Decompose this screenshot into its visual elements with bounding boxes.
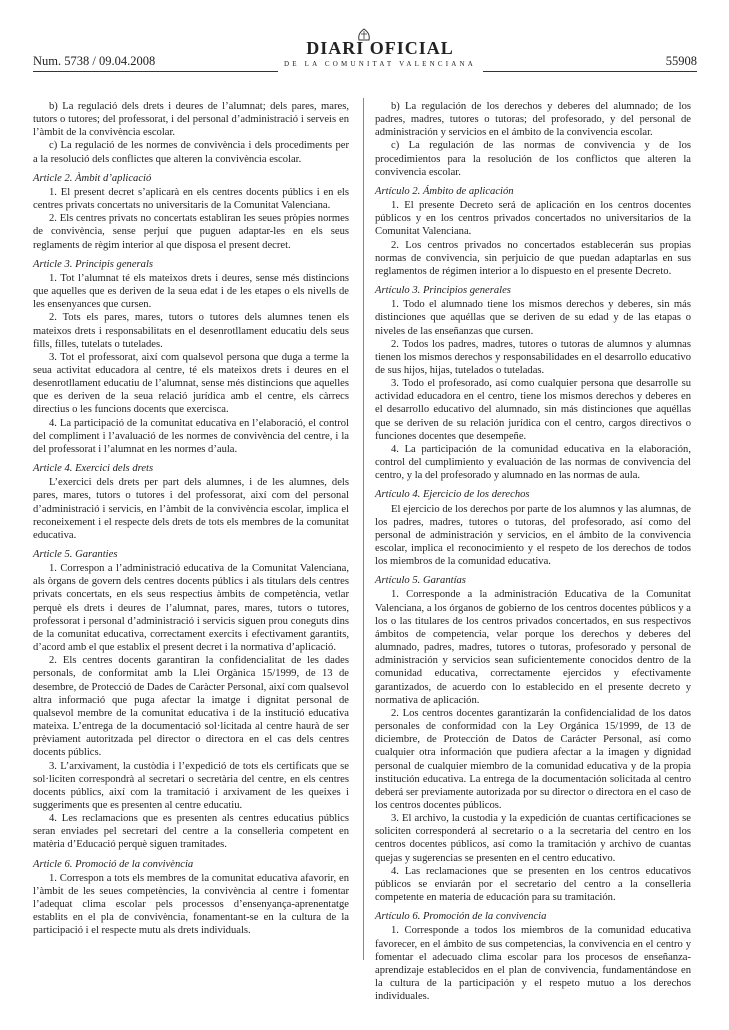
paragraph: El ejercicio de los derechos por parte de los alumnos y las alumnas, de los padres, madres, tutores o tutoras, del profesorado, así como del personal de administración y servicios, en el ámbito de la convivencia escolar, implica el reconocimiento y el respeto de los derechos de todos los miembros de la comunidad educativa. <box>375 503 691 568</box>
diari-oficial-logo <box>280 28 480 74</box>
page-header <box>33 28 697 76</box>
paragraph: 1. Correspon a l’administració educativa de la Comunitat Valenciana, als òrgans de govern dels centres docents públics i als titulars dels centres privats concertats, en els seus respectius àmbits de competència, vetlar perquè els drets i deures de l’alumnat, pares, mares, tutors o tutores, professorat i personal d’administració i servicis siguen prou coneguts dins de la comunitat educativa, correctament exercits i efectivament garantits, d’acord amb el que establix el present decret i la normativa d’aplicació. <box>33 563 349 654</box>
article-heading: Article 4. Exercici dels drets <box>33 463 154 475</box>
article-heading: Artículo 4. Ejercicio de los derechos <box>375 489 530 501</box>
paragraph: 4. Las reclamaciones que se presenten en los centros educativos públicos se enviarán por el secretario del centro a la conselleria competente en materia de educación para su tramitación. <box>375 865 691 904</box>
paragraph: 4. La participació de la comunitat educativa en l’elaboració, el control del compliment i l’avaluació de les normes de convivència del centre, i la del professorat i l’alumnat en les normes d’aula. <box>33 417 349 455</box>
paragraph: 1. Corresponde a todos los miembros de la comunidad educativa favorecer, en el ámbito de sus competencias, la convivencia en el centro y fomentar el adecuado clima escolar para los procesos de enseñanza-aprendizaje establecidos en el plan de convivencia, fundamentándose en la cultura de la participación y el respeto mutuo a los derechos individuales. <box>375 925 691 1003</box>
issue-number: Num. 5738 / 09.04.2008 <box>33 54 156 68</box>
valencian-column <box>33 100 349 938</box>
paragraph: 1. Correspon a tots els membres de la comunitat educativa afavorir, en l’àmbit de les seues competències, la convivència al centre i fomentar l’adequat clima escolar pels processos d’ensenyança-aprenentatge establits en el pla de convivència, fonamentant-se en la cultura de la participació i el respecte mutu als drets individuals. <box>33 872 349 937</box>
paragraph: 1. El presente Decreto será de aplicación en los centros docentes públicos y en los centros privados concertados no universitarios de la Comunitat Valenciana. <box>375 200 691 238</box>
paragraph: 4. Les reclamacions que es presenten als centres educatius públics seran enviades pel secretari del centre a la conselleria competent en matèria d’Educació perquè siguen tramitades. <box>33 813 349 851</box>
paragraph: 2. Los centros privados no concertados establecerán sus propias normas de convivencia, sin perjuicio de que puedan adaptarlas en sus reglamentos de régimen interior a lo dispuesto en el presente Decreto. <box>375 239 691 277</box>
paragraph: 3. L’arxivament, la custòdia i l’expedició de tots els certificats que se sol·liciten correspondrà al secretari o secretària del centre, en els centres docents públics, així com la tramitació i arxivament de les queixes i suggeriments que es presenten al centre educatiu. <box>33 760 349 811</box>
paragraph: c) La regulación de las normas de convivencia y de los procedimientos para la resolución de los conflictos que alteren la convivencia escolar. <box>375 140 691 178</box>
paragraph: 3. El archivo, la custodia y la expedición de cuantas certificaciones se soliciten corresponderá al secretario o a la secretaria del centro en los centros docentes públicos, así como la tramitación y archivo de cuantas quejas y sugerencias se presenten en el centro educativo. <box>375 813 691 864</box>
article-heading: Article 6. Promoció de la convivència <box>33 858 194 870</box>
paragraph: c) La regulació de les normes de convivència i dels procediments per a la resolució dels conflictes que alteren la convivència escolar. <box>33 140 349 165</box>
article-heading: Artículo 3. Principios generales <box>375 285 511 297</box>
paragraph: 1. Todo el alumnado tiene los mismos derechos y deberes, sin más distinciones que aquéllas que se deriven de su edad y de las etapas o niveles de las enseñanzas que cursen. <box>375 299 691 337</box>
paragraph: b) La regulación de los derechos y deberes del alumnado; de los padres, madres, tutores o tutoras; del profesorado, y del personal de administración y servicios en el ámbito de la convivencia escolar. <box>375 101 691 139</box>
article-heading: Article 5. Garanties <box>33 549 118 560</box>
paragraph: 2. Todos los padres, madres, tutores o tutoras de alumnos y alumnas tienen los mismos derechos y responsabilidades en el desarrollo educativo de sus hijos, hijas, tutelados o tuteladas. <box>375 338 691 376</box>
paragraph: 2. Tots els pares, mares, tutors o tutores dels alumnes tenen els mateixos drets i responsabilitats en el desenrotllament educatiu dels seus fills, filles, tutelats o tutelades. <box>33 312 349 350</box>
paragraph: L’exercici dels drets per part dels alumnes, i de les alumnes, dels pares, mares, tutors o tutores i del professorat, així com del personal d’administració i servicis, en l’àmbit de la convivència escolar, implica el reconeixement i el respecte dels drets de tots els membres de la comunitat educativa. <box>33 477 349 541</box>
paragraph: 2. Els centres privats no concertats establiran les seues pròpies normes de convivència, sense perjuí que puguen adaptar-les en els seus reglaments de règim interior al que disposa el present decret. <box>33 213 349 251</box>
header-rule-right <box>483 71 697 72</box>
spanish-column <box>375 100 691 1003</box>
article-heading: Artículo 5. Garantías <box>375 575 466 587</box>
article-heading: Article 3. Principis generals <box>33 258 154 270</box>
paragraph: 1. Corresponde a la administración Educativa de la Comunitat Valenciana, a los órganos de gobierno de los centros docentes públicos y a los o las titulares de los centros privados concertados, en sus respectivos ámbitos de competencia, velar porque los derechos y deberes del alumnado, padres, madres, tutores o tutoras, profesorado y personal de administración y servicios sean suficientemente conocidos dentro de la comunidad educativa, correctamente ejercidos y efectivamente garantizados, de acuerdo con lo establecido en el presente decreto y normativa de aplicación. <box>375 589 691 706</box>
paragraph: 2. Els centres docents garantiran la confidencialitat de les dades personals, de conformitat amb la Llei Orgànica 15/1999, de 13 de desembre, de Protecció de Dades de Caràcter Personal, així com qualsevol altra informació que puga afectar la imatge i dignitat personal de qualsevol membre de la comunitat educativa i de la institució educativa mateixa. L’entrega de la documentació sol·licitada al centre haurà de ser prèviament autoritzada pel director o directora en el cas dels centres docents públics. <box>33 655 349 759</box>
article-heading: Artículo 6. Promoción de la convivencia <box>375 911 547 923</box>
page-number: 55908 <box>665 54 697 68</box>
paragraph: 2. Los centros docentes garantizarán la confidencialidad de los datos personales de conformidad con la Ley Orgánica 15/1999, de 13 de diciembre, de Protección de Datos de Carácter Personal, así como cualquier otra información que pudiera afectar a la imagen y dignidad personal de cualquier miembro de la comunidad educativa y de la propia institución educativa. La entrega de la documentación solicitada al centro deberá ser previamente autorizada por su director o directora en el caso de los centros docentes públicos. <box>375 707 691 811</box>
paragraph: 1. El present decret s’aplicarà en els centres docents públics i en els centres privats concertats no universitaris de la Comunitat Valenciana. <box>33 186 349 212</box>
paragraph: 4. La participación de la comunidad educativa en la elaboración, control del cumplimiento y evaluación de las normas de convivencia del centro, y la del profesorado y alumnado en las normas de aula. <box>375 443 691 482</box>
logo-title: DIARI OFICIAL <box>306 38 454 58</box>
paragraph: 1. Tot l’alumnat té els mateixos drets i deures, sense més distincions que aquelles que es deriven de la seua edat i de les etapes o els nivells de les ensenyances que cursen. <box>33 272 349 311</box>
paragraph: 3. Todo el profesorado, así como cualquier persona que desarrolle su actividad educadora en el centro, tiene los mismos derechos y deberes en el desarrollo educativo del alumnado, sin más distinciones que aquéllas que se deriven de su relación jurídica con el centro, cargos directivos o funciones docentes que desempeñe. <box>375 378 691 442</box>
paragraph: 3. Tot el professorat, així com qualsevol persona que duga a terme la seua activitat educadora al centre, té els mateixos drets i deures en el desenrotllament educatiu de l’alumnat, sense més distincions que aquelles que es deriven de la seua relació jurídica amb el centre, els càrrecs directius o les funcions docents que exercisca. <box>33 351 349 416</box>
paragraph: b) La regulació dels drets i deures de l’alumnat; dels pares, mares, tutors o tutores; del professorat, i del personal d’administració i serveis en l’àmbit de la convivència escolar. <box>33 101 349 139</box>
logo-subtitle: DE LA COMUNITAT VALENCIANA <box>283 60 477 68</box>
header-rule-left <box>33 71 278 72</box>
column-divider <box>363 98 364 960</box>
article-heading: Article 2. Àmbit d’aplicació <box>33 172 152 184</box>
article-heading: Artículo 2. Ámbito de aplicación <box>375 185 514 197</box>
